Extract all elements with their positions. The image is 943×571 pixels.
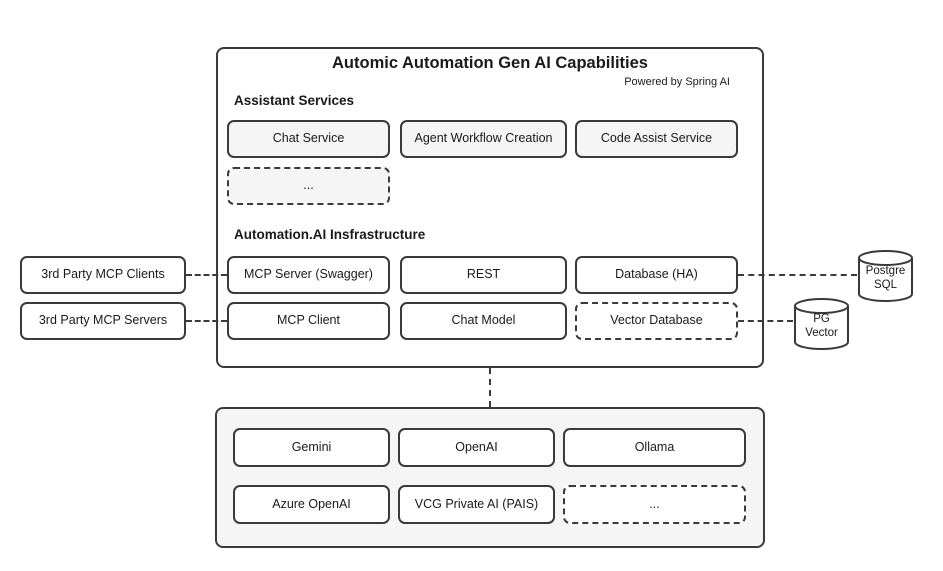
chat-service-box: Chat Service bbox=[227, 120, 390, 158]
mcp-server-swagger-box: MCP Server (Swagger) bbox=[227, 256, 390, 294]
postgresql-label-line2: SQL bbox=[873, 279, 897, 291]
postgresql-label bbox=[857, 264, 914, 292]
third-party-mcp-clients-box: 3rd Party MCP Clients bbox=[20, 256, 186, 294]
pg-vector-label-line1: PG bbox=[813, 313, 830, 325]
assistant-services-placeholder-box: ... bbox=[227, 167, 390, 205]
pg-vector-label-line2: Vector bbox=[805, 327, 838, 339]
third-party-mcp-servers-box: 3rd Party MCP Servers bbox=[20, 302, 186, 340]
infrastructure-heading: Automation.AI Insfrastructure bbox=[234, 227, 426, 242]
azure-openai-box: Azure OpenAI bbox=[233, 485, 390, 524]
connector-mcp-servers-line bbox=[186, 320, 227, 322]
pg-vector-database-icon bbox=[793, 297, 850, 351]
openai-box: OpenAI bbox=[398, 428, 555, 467]
mcp-client-box: MCP Client bbox=[227, 302, 390, 340]
database-ha-box: Database (HA) bbox=[575, 256, 738, 294]
rest-box: REST bbox=[400, 256, 567, 294]
postgresql-label-line1: Postgre bbox=[865, 265, 906, 277]
vcg-private-ai-box: VCG Private AI (PAIS) bbox=[398, 485, 555, 524]
agent-workflow-creation-box: Agent Workflow Creation bbox=[400, 120, 567, 158]
diagram-subtitle: Powered by Spring AI bbox=[624, 76, 730, 88]
diagram-title: Automic Automation Gen AI Capabilities bbox=[332, 54, 648, 72]
connector-providers-line bbox=[489, 368, 491, 407]
ollama-box: Ollama bbox=[563, 428, 746, 467]
connector-vectordb-pgvector-line bbox=[738, 320, 793, 322]
postgresql-database-icon bbox=[857, 249, 914, 303]
code-assist-service-box: Code Assist Service bbox=[575, 120, 738, 158]
gemini-box: Gemini bbox=[233, 428, 390, 467]
providers-placeholder-box: ... bbox=[563, 485, 746, 524]
pg-vector-label bbox=[793, 312, 850, 340]
connector-database-postgresql-line bbox=[738, 274, 857, 276]
vector-database-box: Vector Database bbox=[575, 302, 738, 340]
connector-mcp-clients-line bbox=[186, 274, 227, 276]
assistant-services-heading: Assistant Services bbox=[234, 93, 355, 108]
chat-model-box: Chat Model bbox=[400, 302, 567, 340]
